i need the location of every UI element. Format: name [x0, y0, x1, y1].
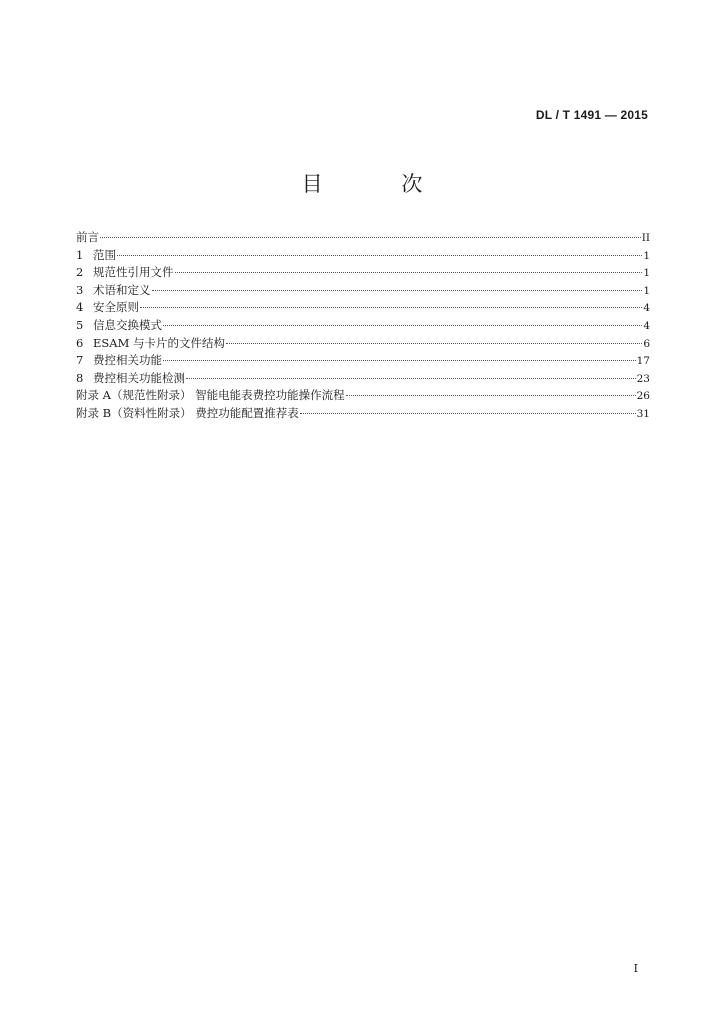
toc-entry-preface[interactable] [76, 229, 650, 247]
toc-entry-1[interactable] [76, 247, 650, 265]
toc-entry-page: 26 [636, 390, 650, 403]
toc-leader-dots [140, 307, 642, 308]
toc-entry-label: 附录 B（资料性附录） 费控功能配置推荐表 [76, 405, 299, 420]
toc-entry-appendix-a[interactable] [76, 387, 650, 405]
toc-entry-page: 6 [643, 337, 650, 350]
toc-entry-number: 8 [76, 370, 84, 385]
standard-code: DL / T 1491 — 2015 [535, 108, 648, 122]
toc-entry-page: 17 [636, 355, 650, 368]
toc-entry-page: 4 [643, 302, 650, 315]
toc-entry-5[interactable] [76, 317, 650, 335]
toc-leader-dots [186, 378, 636, 379]
page-title: 目 次 [301, 172, 459, 196]
toc-entry-number: 2 [76, 265, 84, 280]
toc-entry-label: 费控相关功能 [93, 353, 162, 368]
toc-entry-page: II [641, 232, 650, 244]
toc-entry-8[interactable] [76, 370, 650, 388]
toc-leader-dots [346, 395, 636, 396]
toc-entry-2[interactable] [76, 264, 650, 282]
toc-entry-page: 23 [636, 372, 650, 385]
toc-entry-label: 术语和定义 [93, 282, 151, 297]
page-number: I [633, 962, 638, 975]
toc-leader-dots [175, 272, 643, 273]
toc-entry-number: 1 [76, 247, 84, 262]
toc-leader-dots [226, 343, 642, 344]
table-of-contents [76, 229, 650, 423]
toc-leader-dots [300, 413, 636, 414]
toc-entry-appendix-b[interactable] [76, 405, 650, 423]
toc-leader-dots [100, 237, 641, 238]
toc-entry-label: 前言 [76, 230, 99, 244]
toc-entry-4[interactable] [76, 299, 650, 317]
toc-entry-label: 范围 [93, 247, 116, 262]
toc-entry-number: 7 [76, 353, 84, 368]
toc-entry-number: 3 [76, 282, 84, 297]
toc-entry-label: 规范性引用文件 [93, 265, 174, 280]
toc-entry-page: 1 [643, 249, 650, 262]
toc-entry-page: 31 [636, 407, 650, 420]
toc-entry-label: 附录 A（规范性附录） 智能电能表费控功能操作流程 [76, 388, 345, 403]
toc-entry-page: 1 [643, 284, 650, 297]
toc-entry-page: 1 [643, 267, 650, 280]
toc-entry-number: 5 [76, 317, 84, 332]
toc-leader-dots [117, 255, 642, 256]
toc-entry-6[interactable] [76, 335, 650, 353]
toc-entry-number: 4 [76, 300, 84, 315]
toc-entry-label: 信息交换模式 [93, 317, 162, 332]
toc-entry-number: 6 [76, 335, 84, 350]
toc-entry-3[interactable] [76, 282, 650, 300]
toc-entry-7[interactable] [76, 352, 650, 370]
toc-entry-label: 安全原则 [93, 300, 139, 315]
toc-leader-dots [163, 325, 642, 326]
toc-leader-dots [163, 360, 636, 361]
toc-entry-page: 4 [643, 319, 650, 332]
toc-entry-label: 费控相关功能检测 [93, 370, 185, 385]
toc-leader-dots [152, 290, 643, 291]
toc-entry-label: ESAM 与卡片的文件结构 [93, 335, 226, 350]
